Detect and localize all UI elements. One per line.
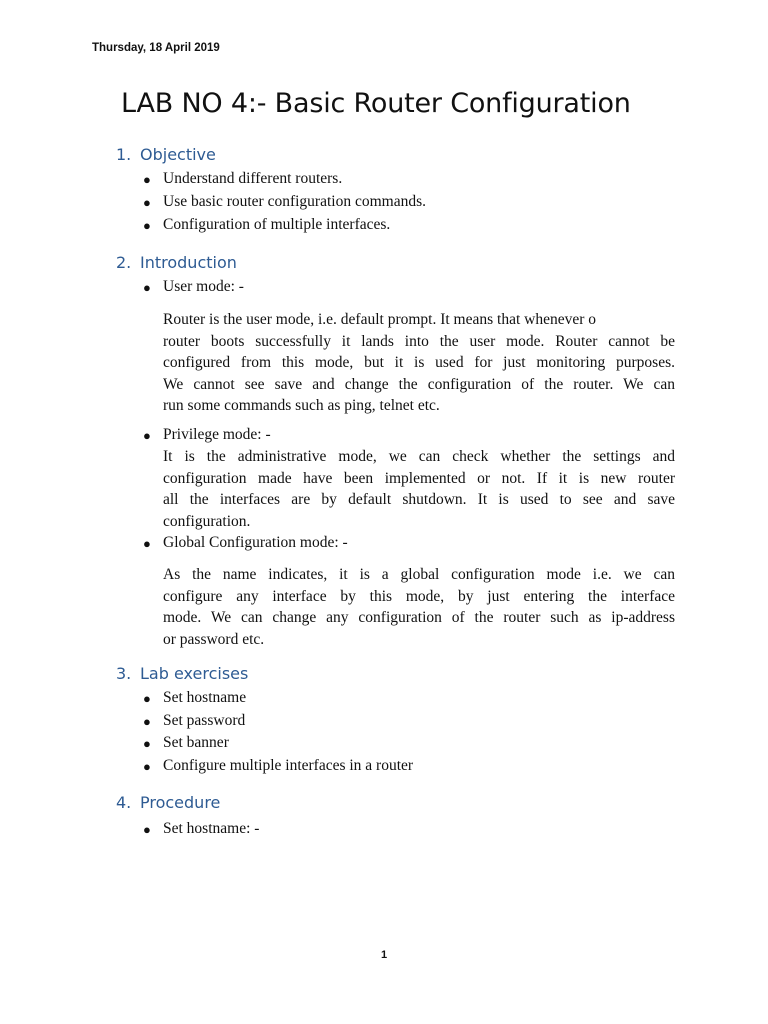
list-item: ● Configuration of multiple interfaces. [163, 216, 390, 234]
list-item-global-mode: ● Global Configuration mode: - [163, 534, 348, 552]
privilege-mode-paragraph: It is the administrative mode, we can check whether the settings and configuration made have been implemented or not. If it is new router all the interfaces are by default shutdown. It is used to see and save configuration. [163, 448, 675, 530]
list-item: ● Set hostname: - [163, 820, 259, 838]
bullet-icon: ● [143, 691, 151, 706]
bullet-icon: ● [143, 822, 151, 837]
list-item: ● Set banner [163, 734, 229, 752]
global-mode-paragraph: As the name indicates, it is a global configuration mode i.e. we can configure any interface by this mode, by just entering the interface mode. We can change any configuration of the router such as ip-address or password etc. [163, 566, 675, 648]
bullet-icon: ● [143, 736, 151, 751]
header-date: Thursday, 18 April 2019 [92, 42, 220, 54]
bullet-icon: ● [143, 218, 151, 233]
bullet-icon: ● [143, 714, 151, 729]
list-item: ● Understand different routers. [163, 170, 342, 188]
section-heading-objective [116, 145, 216, 164]
bullet-icon: ● [143, 195, 151, 210]
section-title: Lab exercises [140, 664, 249, 683]
section-heading-introduction [116, 253, 237, 272]
section-title: Objective [140, 145, 216, 164]
user-mode-paragraph: Router is the user mode, i.e. default prompt. It means that whenever o router boots successfully it lands into the user mode. Router cannot be configured from this mode, but it is used for just monitoring purposes. We cannot see save and change the configuration of the router. We can run some commands such as ping, telnet etc. [163, 311, 675, 414]
page-title: LAB NO 4:- Basic Router Configuration [121, 88, 631, 119]
section-number: 2. [116, 253, 132, 272]
section-number: 3. [116, 664, 132, 683]
section-number: 4. [116, 793, 132, 812]
section-title: Introduction [140, 253, 237, 272]
list-item: ● Set password [163, 712, 245, 730]
list-item: ● Configure multiple interfaces in a router [163, 757, 413, 775]
section-heading-procedure [116, 793, 220, 812]
list-item: ● Set hostname [163, 689, 246, 707]
section-title: Procedure [140, 793, 221, 812]
section-heading-lab-exercises [116, 664, 248, 683]
list-item-user-mode: ● User mode: - [163, 278, 244, 296]
list-item: ● Use basic router configuration commands. [163, 193, 426, 211]
bullet-icon: ● [143, 172, 151, 187]
bullet-icon: ● [143, 428, 151, 443]
bullet-icon: ● [143, 536, 151, 551]
bullet-icon: ● [143, 280, 151, 295]
section-number: 1. [116, 145, 132, 164]
bullet-icon: ● [143, 759, 151, 774]
page-number: 1 [380, 949, 388, 961]
list-item-privilege-mode: ● Privilege mode: - [163, 426, 271, 444]
